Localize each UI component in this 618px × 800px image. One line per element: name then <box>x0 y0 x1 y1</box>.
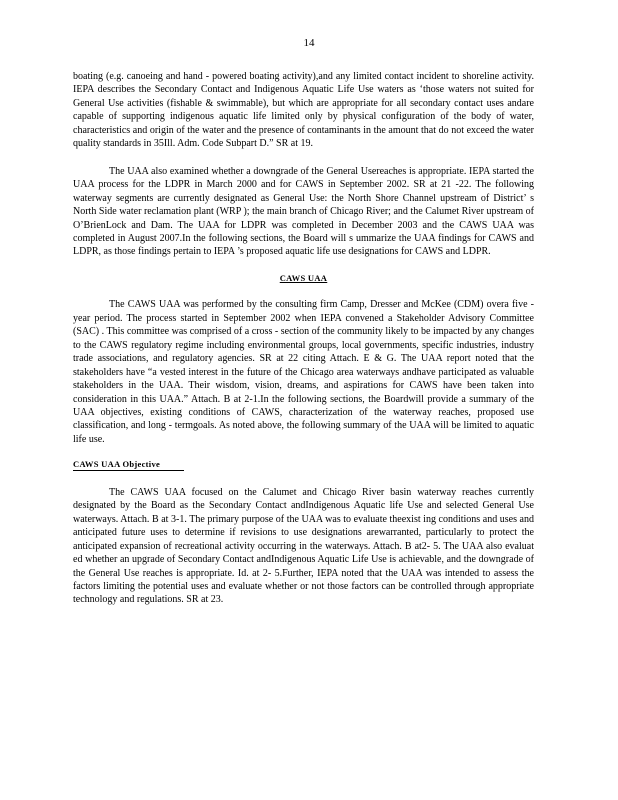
subsection-heading-caws-uaa-objective <box>73 458 534 471</box>
section-heading-caws-uaa <box>73 272 534 285</box>
section-heading-caws-uaa-text: CAWS UAA <box>279 272 328 283</box>
subsection-heading-caws-uaa-objective-text: CAWS UAA Objective <box>73 459 184 471</box>
paragraph-general-use-downgrade: The UAA also examined whether a downgrade of the General Usereaches is appropriate. IEPA started the UAA process for the LDPR in March 2000 and for CAWS in September 2002. SR at 21 -22. The following waterway segments are currently designated as General Use: the North Shore Channel upstream of District’ s North Side water reclamation plant (WRP ); the main branch of Chicago River; and the Calumet River upstream of O’BrienLock and Dam. The UAA for LDPR was completed in December 2003 and the CAWS UAA was completed in August 2007.In the following sections, the Board will s ummarize the UAA findings for CAWS and LDPR, as those findings pertain to IEPA ’s proposed aquatic life use designations for CAWS and LDPR. <box>73 165 534 258</box>
paragraph-boating-uses: boating (e.g. canoeing and hand - powered boating activity),and any limited contact incident to shoreline activity. IEPA describes the Secondary Contact and Indigenous Aquatic Life Use waters as ‘those waters not suited for General Use activities (fishable & swimmable), but which are appropriate for all secondary contact uses andare capable of supporting indigenous aquatic life limited only by physical configuration of the body of water, characteristics and origin of the water and the presence of contaminants in the amount that do not exceed the water quality standards in 35Ill. Adm. Code Subpart D.” SR at 19. <box>73 71 534 150</box>
page-number: 14 <box>303 37 315 49</box>
paragraph-caws-uaa-focus: The CAWS UAA focused on the Calumet and Chicago River basin waterway reaches currently designated by the Board as the Secondary Contact andIndigenous Aquatic life Use and selected General Use waterways. Attach. B at 3-1. The primary purpose of the UAA was to evaluate theexist ing conditions and uses and anticipated future uses to determine if revisions to use designations arewarranted, particularly to protect the anticipated expansion of recreational activity occurring in the waterways. Attach. B at2- 5. The UAA also evaluat ed whether an upgrade of Secondary Contact andIndigenous Aquatic Life Use is achievable, and the downgrade of the General Use reaches is appropriate. Id. at 2- 5.Further, IEPA noted that the UAA was intended to assess the factors limiting the potential uses and evaluate whether or not those factors can be controlled through appropriate technology and regulations. SR at 23. <box>73 486 534 606</box>
paragraph-caws-uaa-performed: The CAWS UAA was performed by the consulting firm Camp, Dresser and McKee (CDM) overa five - year period. The process started in September 2002 when IEPA convened a Stakeholder Advisory Committee (SAC) . This committee was comprised of a cross - section of the community likely to be impacted by any changes to the CAWS regulatory regime including environmental groups, local governments, specific industries, industry trade associations, and regulatory agencies. SR at 22 citing Attach. E & G. The UAA report noted that the stakeholders have “a vested interest in the future of the Chicago area waterways andhave participated as valuable stakeholders in the UAA. Their wisdom, vision, dreams, and aspirations for CAWS have been taken into consideration in this UAA.” Attach. B at 2-1.In the following sections, the Boardwill provide a summary of the UAA objectives, existing conditions of CAWS, characterization of the waterway reaches, proposed use classification, and long - termgoals. As noted above, the following summary of the UAA will be limited to aquatic life use. <box>73 299 534 445</box>
document-body <box>73 70 534 607</box>
